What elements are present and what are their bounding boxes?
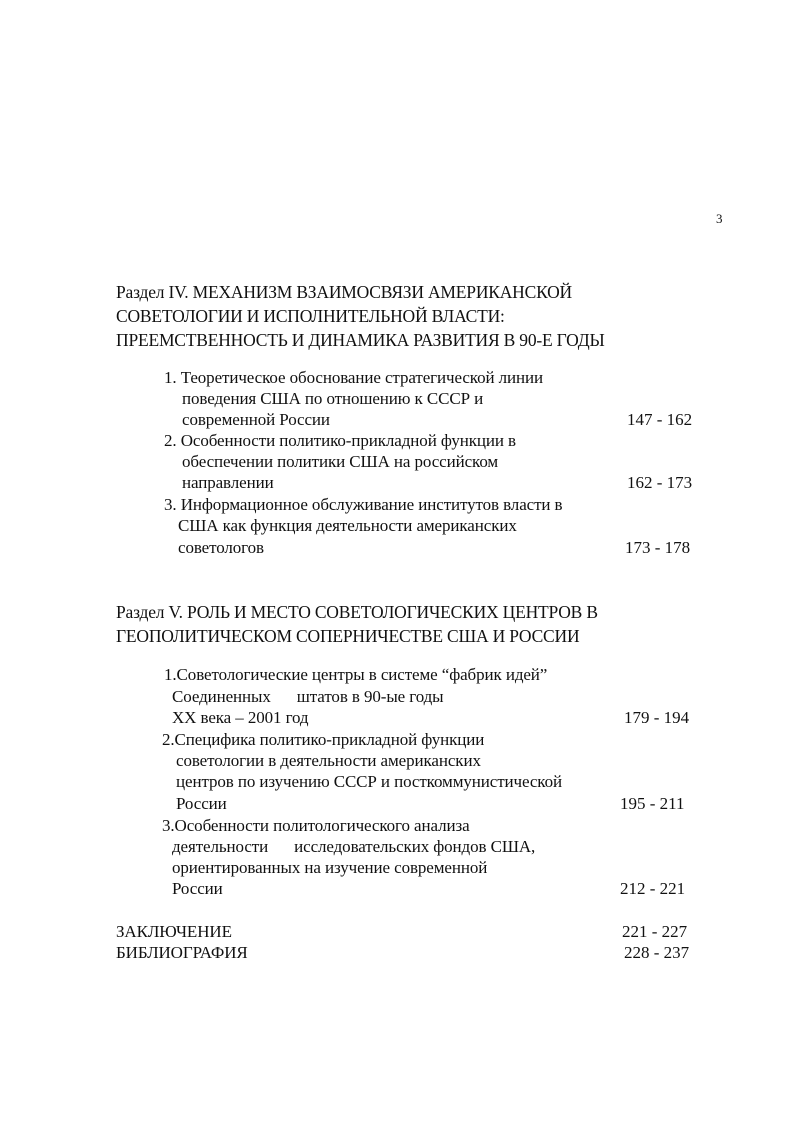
toc-entry-line: ориентированных на изучение современной bbox=[172, 858, 488, 877]
toc-entry-line: 2. Особенности политико-прикладной функции в bbox=[164, 431, 516, 450]
toc-entry-pages: 173 - 178 bbox=[625, 538, 691, 557]
toc-entry-line: России bbox=[172, 879, 223, 898]
toc-entry-pages: 212 - 221 bbox=[620, 879, 686, 898]
toc-entry-word: Соединенных bbox=[172, 687, 271, 706]
toc-entry-line: 2.Специфика политико-прикладной функции bbox=[162, 730, 485, 749]
toc-entry-line: центров по изучению СССР и посткоммунистической bbox=[176, 772, 562, 791]
bibliography-label: БИБЛИОГРАФИЯ bbox=[116, 943, 248, 962]
toc-entry-line: 1.Советологические центры в системе “фабрик идей” bbox=[164, 665, 548, 684]
section-4-heading-line: Раздел IV. МЕХАНИЗМ ВЗАИМОСВЯЗИ АМЕРИКАНСКОЙ bbox=[116, 282, 572, 302]
toc-entry-line: советологов bbox=[178, 538, 264, 557]
toc-entry-word: исследовательских фондов США, bbox=[294, 837, 536, 856]
toc-entry-line bbox=[172, 686, 443, 708]
toc-entry-word: деятельности bbox=[172, 837, 269, 856]
toc-entry-line: направлении bbox=[182, 473, 274, 492]
toc-entry-line: поведения США по отношению к СССР и bbox=[182, 389, 484, 408]
toc-entry-line: современной России bbox=[182, 410, 330, 429]
toc-entry-pages: 179 - 194 bbox=[624, 708, 690, 727]
section-5-heading bbox=[116, 600, 676, 648]
section-4-heading bbox=[116, 280, 676, 352]
section-5-heading-line: Раздел V. РОЛЬ И МЕСТО СОВЕТОЛОГИЧЕСКИХ ЦЕНТРОВ В bbox=[116, 602, 598, 622]
toc-entry-line: России bbox=[176, 794, 227, 813]
toc-entry-pages: 195 - 211 bbox=[620, 794, 685, 813]
toc-entry-line: 3.Особенности политологического анализа bbox=[162, 816, 470, 835]
toc-entry-line: XX века – 2001 год bbox=[172, 708, 309, 727]
section-4-heading-line: ПРЕЕМСТВЕННОСТЬ И ДИНАМИКА РАЗВИТИЯ В 90-Е ГОДЫ bbox=[116, 330, 605, 350]
toc-entry-word: штатов в 90-ые годы bbox=[296, 687, 444, 706]
toc-entry-line: США как функция деятельности американских bbox=[178, 516, 517, 535]
toc-entry-line: обеспечении политики США на российском bbox=[182, 452, 499, 471]
toc-entry-line: советологии в деятельности американских bbox=[176, 751, 481, 770]
toc-entry-line: 1. Теоретическое обоснование стратегической линии bbox=[164, 368, 543, 387]
conclusion-pages: 221 - 227 bbox=[622, 922, 688, 941]
toc-entry-line: 3. Информационное обслуживание институтов власти в bbox=[164, 495, 563, 514]
toc-entry-line bbox=[172, 836, 535, 858]
conclusion-label: ЗАКЛЮЧЕНИЕ bbox=[116, 922, 232, 941]
section-5-heading-line: ГЕОПОЛИТИЧЕСКОМ СОПЕРНИЧЕСТВЕ США И РОССИИ bbox=[116, 626, 580, 646]
bibliography-pages: 228 - 237 bbox=[624, 943, 690, 962]
section-4-heading-line: СОВЕТОЛОГИИ И ИСПОЛНИТЕЛЬНОЙ ВЛАСТИ: bbox=[116, 306, 505, 326]
toc-entry-pages: 147 - 162 bbox=[627, 410, 693, 429]
page-number: 3 bbox=[716, 211, 723, 226]
toc-entry-pages: 162 - 173 bbox=[627, 473, 693, 492]
